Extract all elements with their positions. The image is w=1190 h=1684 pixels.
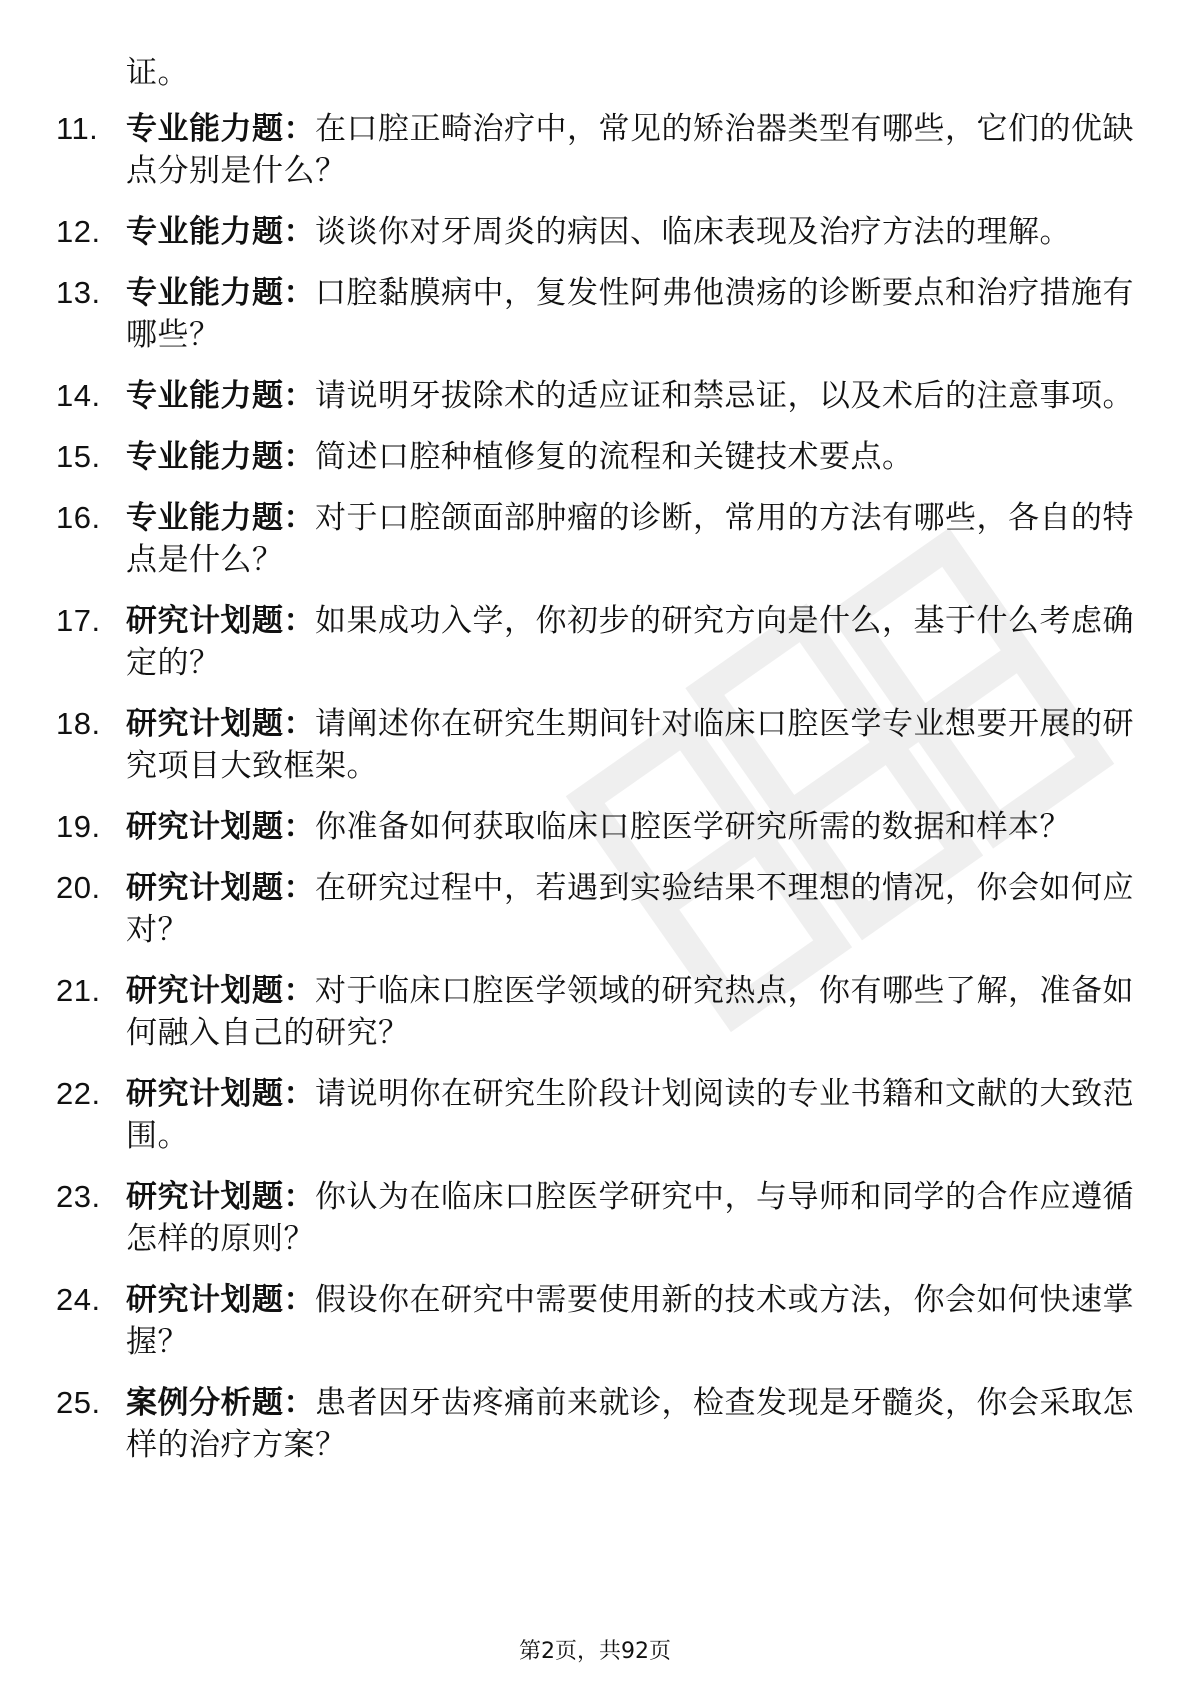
question-item: [56, 375, 1136, 417]
question-number: 11.: [56, 111, 99, 146]
question-category: 案例分析题：: [126, 1385, 315, 1421]
question-text: 请阐述你在研究生期间针对临床口腔医学专业想要开展的研究项目大致框架。: [126, 706, 1134, 784]
question-number: 18.: [56, 706, 101, 741]
question-text: 对于临床口腔医学领域的研究热点，你有哪些了解，准备如何融入自己的研究？: [126, 973, 1134, 1051]
question-text: 谈谈你对牙周炎的病因、临床表现及治疗方法的理解。: [315, 214, 1071, 250]
question-text: 你认为在临床口腔医学研究中，与导师和同学的合作应遵循怎样的原则？: [126, 1179, 1134, 1257]
question-item: [56, 600, 1136, 684]
question-category: 专业能力题：: [126, 439, 315, 475]
question-text: 简述口腔种植修复的流程和关键技术要点。: [315, 439, 914, 475]
question-item: [56, 867, 1136, 951]
question-category: 研究计划题：: [126, 1282, 315, 1318]
question-category: 研究计划题：: [126, 1076, 315, 1112]
question-text: 请说明牙拔除术的适应证和禁忌证，以及术后的注意事项。: [315, 378, 1134, 414]
question-category: 专业能力题：: [126, 275, 315, 311]
question-text: 口腔黏膜病中，复发性阿弗他溃疡的诊断要点和治疗措施有哪些？: [126, 275, 1134, 353]
question-item: [56, 108, 1136, 192]
question-category: 研究计划题：: [126, 706, 315, 742]
question-text: 如果成功入学，你初步的研究方向是什么，基于什么考虑确定的？: [126, 603, 1134, 681]
question-number: 22.: [56, 1076, 101, 1111]
question-list: [56, 108, 1136, 1485]
question-number: 23.: [56, 1179, 101, 1214]
question-item: [56, 703, 1136, 787]
question-item: [56, 1176, 1136, 1260]
question-number: 16.: [56, 500, 101, 535]
question-text: 对于口腔颌面部肿瘤的诊断，常用的方法有哪些，各自的特点是什么？: [126, 500, 1134, 578]
question-number: 20.: [56, 870, 101, 905]
question-text: 你准备如何获取临床口腔医学研究所需的数据和样本？: [315, 809, 1071, 845]
question-category: 研究计划题：: [126, 809, 315, 845]
question-number: 14.: [56, 378, 101, 413]
question-item: [56, 1382, 1136, 1466]
question-text: 请说明你在研究生阶段计划阅读的专业书籍和文献的大致范围。: [126, 1076, 1134, 1154]
question-text: 在研究过程中，若遇到实验结果不理想的情况，你会如何应对？: [126, 870, 1134, 948]
question-number: 12.: [56, 214, 101, 249]
continuation-text: 证。: [126, 55, 189, 91]
question-category: 研究计划题：: [126, 870, 315, 906]
question-number: 25.: [56, 1385, 101, 1420]
question-item: [56, 970, 1136, 1054]
question-number: 13.: [56, 275, 101, 310]
question-text: 在口腔正畸治疗中，常见的矫治器类型有哪些，它们的优缺点分别是什么？: [126, 111, 1134, 189]
question-category: 专业能力题：: [126, 500, 315, 536]
question-text: 患者因牙齿疼痛前来就诊，检查发现是牙髓炎，你会采取怎样的治疗方案？: [126, 1385, 1134, 1463]
question-number: 21.: [56, 973, 101, 1008]
question-item: [56, 1279, 1136, 1363]
question-category: 研究计划题：: [126, 973, 315, 1009]
question-category: 专业能力题：: [126, 378, 315, 414]
question-category: 专业能力题：: [126, 111, 315, 147]
question-number: 17.: [56, 603, 101, 638]
question-category: 专业能力题：: [126, 214, 315, 250]
question-text: 假设你在研究中需要使用新的技术或方法，你会如何快速掌握？: [126, 1282, 1134, 1360]
question-number: 24.: [56, 1282, 101, 1317]
question-category: 研究计划题：: [126, 603, 315, 639]
question-item: [56, 806, 1136, 848]
question-item: [56, 497, 1136, 581]
question-category: 研究计划题：: [126, 1179, 315, 1215]
question-number: 15.: [56, 439, 101, 474]
page-footer: 第2页，共92页: [519, 1639, 671, 1664]
question-item: [56, 272, 1136, 356]
question-item: [56, 1073, 1136, 1157]
question-number: 19.: [56, 809, 101, 844]
question-item: [56, 436, 1136, 478]
question-item: [56, 211, 1136, 253]
